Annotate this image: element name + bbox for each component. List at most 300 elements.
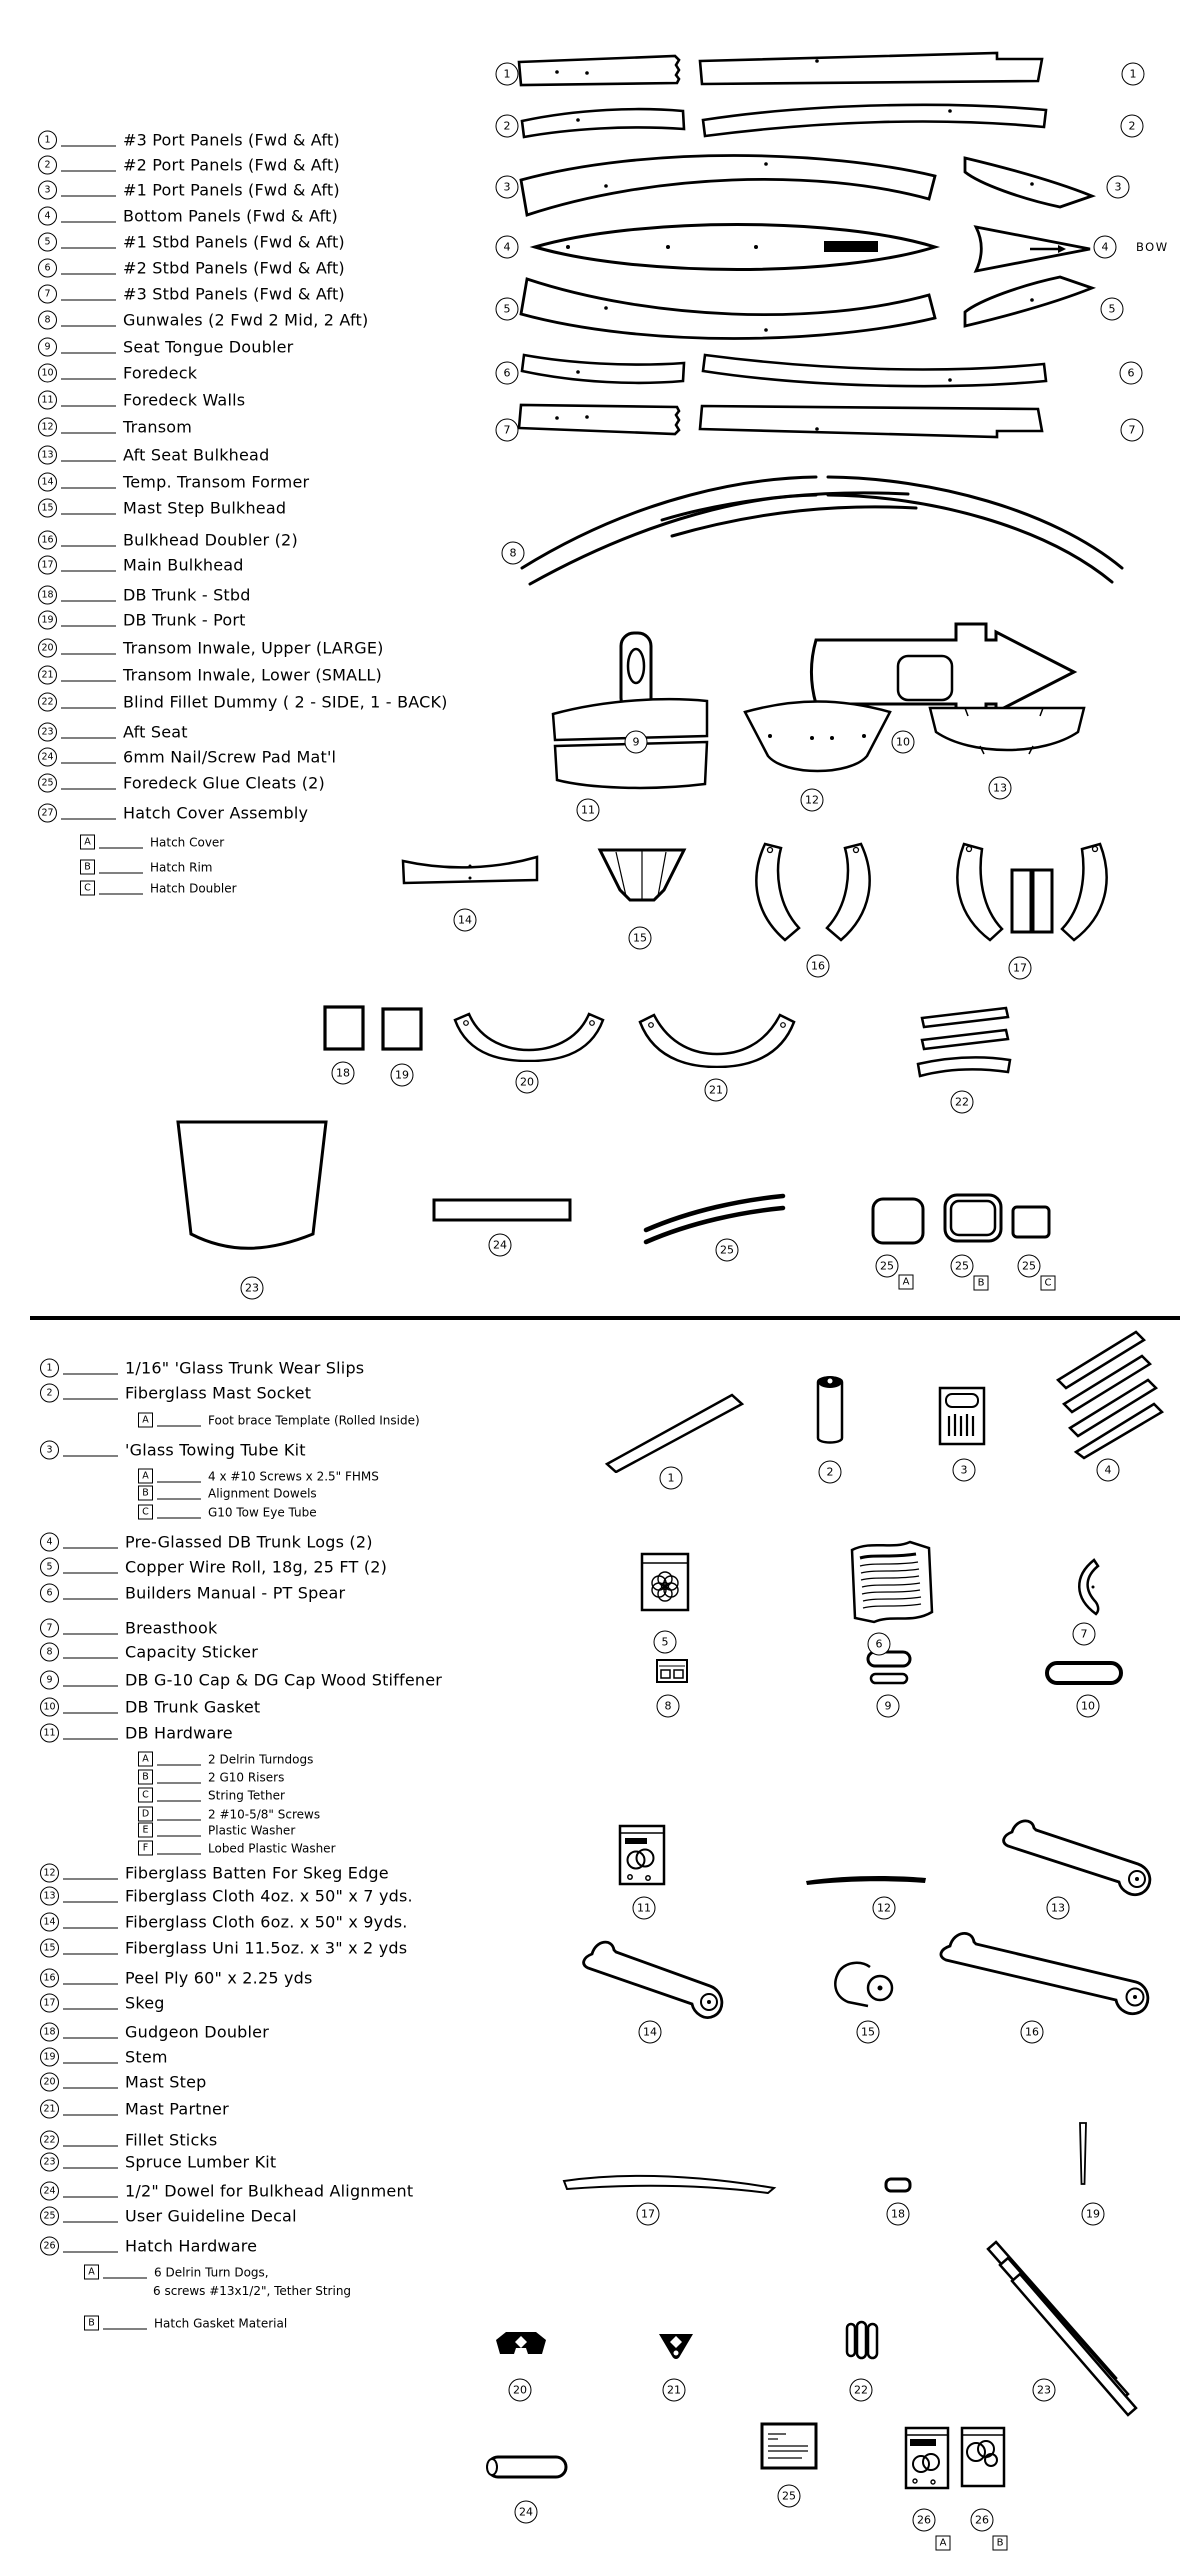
- top-list-item-13-label: Aft Seat Bulkhead: [123, 445, 270, 465]
- bottom-list-item-15: [40, 1939, 407, 1958]
- bottom-list-item-14: [40, 1913, 408, 1932]
- bottom-panel-aft-drawing: [528, 214, 942, 280]
- bottom-list-item-11-sub-B: [138, 1770, 284, 1785]
- bottom-list-item-26-sub-B-line: [103, 2328, 147, 2329]
- top-list-item-12: [38, 418, 192, 437]
- bottom-list-item-26-sub-A-label: 6 Delrin Turn Dogs,: [154, 2265, 269, 2279]
- bottom-list-item-18-badge: 18: [40, 2023, 59, 2042]
- fig-label-f11-circle: 11: [577, 799, 600, 822]
- top-list-item-2: [38, 156, 340, 175]
- bottom-list-item-3-sub-A-badge: A: [138, 1469, 153, 1484]
- top-list-item-10: [38, 364, 197, 383]
- bottom-list-item-13: [40, 1887, 413, 1906]
- bottom-list-item-11-sub-D-label: 2 #10-5/8" Screws: [208, 1807, 321, 1821]
- bottom-list-item-3-sub-C-line: [157, 1517, 201, 1518]
- fig-part-25B-letterbox: B: [974, 1276, 989, 1291]
- aft-seat-bulkhead-drawing: [925, 698, 1089, 766]
- mast-partner-drawing: [656, 2328, 696, 2364]
- bottom-list-item-2-badge: 2: [40, 1384, 59, 1403]
- stbd-panel-1-fwd-drawing: [962, 272, 1097, 334]
- top-list-item-15: [38, 499, 286, 518]
- fig-label-f23-circle: 23: [1033, 2379, 1056, 2402]
- bottom-list-item-11-sub-C-label: String Tether: [208, 1788, 285, 1802]
- transom-inwale-upper-drawing: [450, 1010, 608, 1062]
- bottom-list-item-3-sub-C: [138, 1505, 317, 1520]
- panel-row-4-circle-right: 4: [1094, 236, 1117, 259]
- panel-row-1-circle-left: 1: [496, 63, 519, 86]
- stbd-panel-2-aft-drawing: [518, 352, 688, 388]
- top-list-item-25-badge: 25: [38, 774, 57, 793]
- panel-row-7-circle-right: 7: [1121, 419, 1144, 442]
- user-guideline-decal-drawing: [760, 2422, 818, 2472]
- bottom-list-item-17-line: [63, 2008, 118, 2009]
- top-list-item-25: [38, 774, 325, 793]
- fig-label-f20-circle: 20: [516, 1071, 539, 1094]
- panel-row-1-circle-right: 1: [1122, 63, 1145, 86]
- top-list-item-15-label: Mast Step Bulkhead: [123, 498, 287, 518]
- bottom-list-item-4-line: [63, 1547, 118, 1548]
- bottom-list-item-7-label: Breasthook: [125, 1618, 218, 1638]
- top-list-item-10-line: [61, 378, 116, 379]
- bottom-list-item-15-label: Fiberglass Uni 11.5oz. x 3" x 2 yds: [125, 1938, 408, 1958]
- top-list-item-17-label: Main Bulkhead: [123, 555, 244, 575]
- bottom-list-item-11-sub-B-badge: B: [138, 1770, 153, 1785]
- bottom-list-item-11-sub-C-badge: C: [138, 1788, 153, 1803]
- top-list-item-12-badge: 12: [38, 418, 57, 437]
- bottom-list-item-11-sub-A-line: [157, 1764, 201, 1765]
- bottom-list-item-25-label: User Guideline Decal: [125, 2206, 297, 2226]
- bottom-list-item-10-badge: 10: [40, 1698, 59, 1717]
- port-panel-2-fwd-drawing: [700, 99, 1050, 141]
- top-list-item-24-label: 6mm Nail/Screw Pad Mat'l: [123, 747, 337, 767]
- top-list-item-6-badge: 6: [38, 259, 57, 278]
- top-list-item-5-label: #1 Stbd Panels (Fwd & Aft): [123, 232, 345, 252]
- bottom-list-item-8-line: [63, 1657, 118, 1658]
- panel-row-4-circle-left: 4: [496, 236, 519, 259]
- bottom-list-item-4-badge: 4: [40, 1533, 59, 1552]
- top-list-item-5-badge: 5: [38, 233, 57, 252]
- bottom-list-item-26-sub-A: [84, 2265, 269, 2280]
- bottom-panel-fwd-drawing: [972, 220, 1097, 278]
- copper-wire-roll-drawing: [640, 1546, 690, 1612]
- top-list-sub-A: [80, 835, 224, 850]
- top-list-item-23: [38, 723, 188, 742]
- top-list-item-20-badge: 20: [38, 639, 57, 658]
- bottom-list-item-11-sub-D-line: [157, 1819, 201, 1820]
- section-divider: [30, 1316, 1180, 1320]
- bottom-list-item-11-sub-B-label: 2 G10 Risers: [208, 1770, 285, 1784]
- top-list-item-11-badge: 11: [38, 391, 57, 410]
- fig-label-f12-circle: 12: [873, 1897, 896, 1920]
- db-cap-stiffener-drawing: [866, 1650, 912, 1686]
- panel-row-3-circle-left: 3: [496, 176, 519, 199]
- top-list-item-13-line: [61, 460, 116, 461]
- top-list-item-22-line: [61, 707, 116, 708]
- db-trunk-port-drawing: [380, 1006, 424, 1052]
- top-list-item-27-badge: 27: [38, 804, 57, 823]
- bottom-list-item-3-sub-A-line: [157, 1481, 201, 1482]
- top-list-item-1: [38, 131, 340, 150]
- panel-row-6-circle-right: 6: [1120, 362, 1143, 385]
- top-list-item-21: [38, 666, 382, 685]
- fig-label-f4-circle: 4: [1097, 1459, 1120, 1482]
- bottom-list-item-22-badge: 22: [40, 2131, 59, 2150]
- fig-label-f14-circle: 14: [454, 909, 477, 932]
- top-list-item-13: [38, 446, 269, 465]
- bottom-list-item-12-label: Fiberglass Batten For Skeg Edge: [125, 1863, 389, 1883]
- bottom-list-item-24-badge: 24: [40, 2182, 59, 2201]
- bottom-list-item-24-line: [63, 2196, 118, 2197]
- bottom-list-item-22-line: [63, 2145, 118, 2146]
- panel-row-6-circle-left: 6: [496, 362, 519, 385]
- top-list-item-15-badge: 15: [38, 499, 57, 518]
- bottom-list-item-3-sub-B-line: [157, 1498, 201, 1499]
- bottom-list-item-3-sub-B-label: Alignment Dowels: [208, 1486, 317, 1500]
- top-list-item-3-badge: 3: [38, 181, 57, 200]
- bottom-list-item-25-line: [63, 2221, 118, 2222]
- top-list-item-17-line: [61, 570, 116, 571]
- top-list-item-20-line: [61, 653, 116, 654]
- fig-label-f22-circle: 22: [850, 2379, 873, 2402]
- bottom-list-item-2-label: Fiberglass Mast Socket: [125, 1383, 312, 1403]
- bottom-list-item-10-line: [63, 1712, 118, 1713]
- bottom-list-item-4-label: Pre-Glassed DB Trunk Logs (2): [125, 1532, 373, 1552]
- top-list-item-3-label: #1 Port Panels (Fwd & Aft): [123, 180, 340, 200]
- bottom-list-item-16-label: Peel Ply 60" x 2.25 yds: [125, 1968, 313, 1988]
- temp-transom-former-drawing: [596, 846, 688, 912]
- top-list-item-9-badge: 9: [38, 338, 57, 357]
- top-list-item-23-badge: 23: [38, 723, 57, 742]
- bottom-list-item-11-line: [63, 1738, 118, 1739]
- bottom-list-item-6-badge: 6: [40, 1584, 59, 1603]
- bottom-list-item-20-label: Mast Step: [125, 2072, 207, 2092]
- fig-label-f23-circle: 23: [241, 1277, 264, 1300]
- top-list-item-1-badge: 1: [38, 131, 57, 150]
- stbd-panel-2-fwd-drawing: [700, 350, 1050, 392]
- top-list-item-8-badge: 8: [38, 311, 57, 330]
- bottom-list-item-3-sub-C-label: G10 Tow Eye Tube: [208, 1505, 317, 1519]
- bottom-list-item-13-line: [63, 1901, 118, 1902]
- top-list-item-23-line: [61, 737, 116, 738]
- bottom-list-item-10-label: DB Trunk Gasket: [125, 1697, 261, 1717]
- top-list-item-6-label: #2 Stbd Panels (Fwd & Aft): [123, 258, 345, 278]
- bottom-list-item-19-line: [63, 2062, 118, 2063]
- bottom-list-item-11-sub-E: [138, 1823, 295, 1838]
- fig-label-f8-circle: 8: [502, 542, 525, 565]
- top-list-sub-A-label: Hatch Cover: [150, 835, 225, 849]
- fillet-sticks-drawing: [844, 2318, 882, 2362]
- gudgeon-doubler-drawing: [884, 2176, 912, 2194]
- top-list-item-1-line: [61, 145, 116, 146]
- top-list-item-18-line: [61, 600, 116, 601]
- bottom-list-item-11-sub-A: [138, 1752, 313, 1767]
- top-list-item-17: [38, 556, 244, 575]
- top-list-item-2-badge: 2: [38, 156, 57, 175]
- hatch-hardware-bag-a-drawing: [904, 2420, 950, 2490]
- bottom-list-item-9-line: [63, 1685, 118, 1686]
- bottom-list-item-3-sub-A-label: 4 x #10 Screws x 2.5" FHMS: [208, 1469, 379, 1483]
- bottom-list-item-18: [40, 2023, 269, 2042]
- fig-label-f6-circle: 6: [868, 1633, 891, 1656]
- bottom-list-item-20: [40, 2073, 207, 2092]
- top-list-sub-C-badge: C: [80, 881, 95, 896]
- bottom-list-item-11-sub-D: [138, 1807, 320, 1822]
- bottom-list-item-6-label: Builders Manual - PT Spear: [125, 1583, 346, 1603]
- bottom-list-item-1: [40, 1359, 364, 1378]
- bottom-list-item-23: [40, 2153, 276, 2172]
- bottom-list-item-16-badge: 16: [40, 1969, 59, 1988]
- bottom-list-item-17-badge: 17: [40, 1994, 59, 2013]
- bottom-list-item-6: [40, 1584, 345, 1603]
- bottom-list-item-12: [40, 1864, 389, 1883]
- bottom-list-item-2: [40, 1384, 311, 1403]
- nail-screw-pad-drawing: [432, 1198, 572, 1222]
- top-list-item-6: [38, 259, 345, 278]
- fig-label-f13-circle: 13: [989, 777, 1012, 800]
- bottom-list-item-26-line: [63, 2251, 118, 2252]
- main-bulkhead-drawing: [948, 836, 1116, 948]
- top-list-item-24-line: [61, 762, 116, 763]
- bottom-list-item-8: [40, 1643, 258, 1662]
- bottom-list-item-19: [40, 2048, 168, 2067]
- bottom-list-item-2-sub-A: [138, 1413, 420, 1428]
- top-list-item-25-line: [61, 788, 116, 789]
- top-list-item-25-label: Foredeck Glue Cleats (2): [123, 773, 325, 793]
- fig-label-f8-circle: 8: [657, 1695, 680, 1718]
- top-list-item-6-line: [61, 273, 116, 274]
- top-list-item-11-label: Foredeck Walls: [123, 390, 246, 410]
- fig-label-f21-circle: 21: [663, 2379, 686, 2402]
- fig-label-f19-circle: 19: [1082, 2203, 1105, 2226]
- capacity-sticker-drawing: [655, 1658, 689, 1684]
- bottom-list-item-2-sub-A-badge: A: [138, 1413, 153, 1428]
- fig-part-25B-circle: 25: [951, 1255, 974, 1278]
- port-panel-1-aft-drawing: [516, 146, 940, 218]
- top-list-item-27: [38, 804, 308, 823]
- top-list-sub-A-line: [99, 847, 143, 848]
- bottom-list-item-11-sub-D-badge: D: [138, 1807, 153, 1822]
- bottom-list-item-2-line: [63, 1398, 118, 1399]
- top-list-item-7-label: #3 Stbd Panels (Fwd & Aft): [123, 284, 345, 304]
- stbd-panel-1-aft-drawing: [516, 276, 940, 348]
- top-list-sub-B: [80, 860, 212, 875]
- top-list-item-3-line: [61, 195, 116, 196]
- bottom-list-item-11-sub-F-badge: F: [138, 1841, 153, 1856]
- fiberglass-batten-drawing: [804, 1872, 929, 1886]
- top-list-item-21-line: [61, 680, 116, 681]
- bottom-list-item-8-label: Capacity Sticker: [125, 1642, 258, 1662]
- bottom-list-item-12-line: [63, 1878, 118, 1879]
- bottom-list-item-24-label: 1/2" Dowel for Bulkhead Alignment: [125, 2181, 414, 2201]
- bottom-list-item-26-sub-A-line: [103, 2277, 147, 2278]
- panel-row-2-circle-right: 2: [1121, 115, 1144, 138]
- top-list-item-20-label: Transom Inwale, Upper (LARGE): [123, 638, 384, 658]
- fig-label-f1-circle: 1: [660, 1467, 683, 1490]
- top-list-item-8-line: [61, 325, 116, 326]
- bottom-list-item-26-sub-A-badge: A: [84, 2265, 99, 2280]
- breasthook-drawing: [1066, 1556, 1102, 1618]
- bottom-list-item-22: [40, 2131, 217, 2150]
- top-list-item-13-badge: 13: [38, 446, 57, 465]
- stbd-panel-3-fwd-drawing: [697, 402, 1047, 442]
- top-list-item-1-label: #3 Port Panels (Fwd & Aft): [123, 130, 340, 150]
- bottom-list-item-17: [40, 1994, 165, 2013]
- bottom-list-item-3: [40, 1441, 306, 1460]
- top-list-item-16-label: Bulkhead Doubler (2): [123, 530, 298, 550]
- bottom-list-item-5-label: Copper Wire Roll, 18g, 25 FT (2): [125, 1557, 388, 1577]
- top-list-item-2-label: #2 Port Panels (Fwd & Aft): [123, 155, 340, 175]
- bottom-list-item-18-label: Gudgeon Doubler: [125, 2022, 269, 2042]
- fig-label-f19-circle: 19: [391, 1064, 414, 1087]
- top-list-item-12-line: [61, 432, 116, 433]
- db-trunk-gasket-drawing: [1044, 1660, 1124, 1686]
- fig-part-26A-circle: 26: [913, 2509, 936, 2532]
- fig-label-f15-circle: 15: [857, 2021, 880, 2044]
- top-list-item-7-badge: 7: [38, 285, 57, 304]
- bottom-list-item-2-sub-A-line: [157, 1425, 201, 1426]
- port-panel-3-fwd-drawing: [697, 48, 1047, 88]
- top-list-item-10-badge: 10: [38, 364, 57, 383]
- fig-label-f9-circle: 9: [625, 731, 648, 754]
- top-list-item-18-badge: 18: [38, 586, 57, 605]
- blind-fillet-dummy-drawing: [914, 1002, 1014, 1086]
- stem-drawing: [1076, 2120, 1090, 2192]
- bottom-list-item-11-sub-A-label: 2 Delrin Turndogs: [208, 1752, 314, 1766]
- port-panel-3-aft-drawing: [515, 52, 685, 90]
- bottom-list-item-14-badge: 14: [40, 1913, 59, 1932]
- top-list-item-16-line: [61, 545, 116, 546]
- bottom-list-item-1-label: 1/16" 'Glass Trunk Wear Slips: [125, 1358, 365, 1378]
- bottom-list-item-2-sub-A-label: Foot brace Template (Rolled Inside): [208, 1413, 420, 1427]
- fig-part-25A-letterbox: A: [899, 1275, 914, 1290]
- bottom-list-item-11-sub-F-label: Lobed Plastic Washer: [208, 1841, 336, 1855]
- top-list-item-4-label: Bottom Panels (Fwd & Aft): [123, 206, 338, 226]
- top-list-item-7-line: [61, 299, 116, 300]
- top-list-item-2-line: [61, 170, 116, 171]
- bottom-list-item-11-badge: 11: [40, 1724, 59, 1743]
- top-list-item-22-label: Blind Fillet Dummy ( 2 - SIDE, 1 - BACK): [123, 692, 448, 712]
- bottom-list-item-25: [40, 2207, 297, 2226]
- top-list-item-19-label: DB Trunk - Port: [123, 610, 246, 630]
- bottom-list-item-26-sub-B-label: Hatch Gasket Material: [154, 2316, 288, 2330]
- bottom-list-item-3-sub-B-badge: B: [138, 1486, 153, 1501]
- fig-label-f15-circle: 15: [629, 927, 652, 950]
- bottom-list-item-1-line: [63, 1373, 118, 1374]
- fig-label-f2-circle: 2: [819, 1461, 842, 1484]
- top-list-item-17-badge: 17: [38, 556, 57, 575]
- top-list-item-4-badge: 4: [38, 207, 57, 226]
- hatch-cover-drawing: [870, 1196, 926, 1246]
- hatch-hardware-bag-b-drawing: [960, 2420, 1006, 2488]
- hatch-rim-drawing: [942, 1192, 1004, 1244]
- fig-label-f25-circle: 25: [778, 2485, 801, 2508]
- top-list-item-4: [38, 207, 338, 226]
- fiberglass-cloth-6oz-roll-drawing: [576, 1936, 728, 2024]
- bottom-list-item-1-badge: 1: [40, 1359, 59, 1378]
- top-list-sub-A-badge: A: [80, 835, 95, 850]
- top-list-item-5-line: [61, 247, 116, 248]
- top-list-item-4-line: [61, 221, 116, 222]
- fig-label-f5-circle: 5: [654, 1631, 677, 1654]
- top-list-item-18: [38, 586, 251, 605]
- bottom-list-item-21-badge: 21: [40, 2100, 59, 2119]
- fig-label-f16-circle: 16: [807, 955, 830, 978]
- fig-label-f22-circle: 22: [951, 1091, 974, 1114]
- fiberglass-cloth-4oz-roll-drawing: [998, 1816, 1156, 1900]
- top-list-item-14: [38, 473, 309, 492]
- bottom-list-item-26: [40, 2237, 257, 2256]
- fig-label-f17-circle: 17: [637, 2203, 660, 2226]
- panel-row-7-circle-left: 7: [496, 419, 519, 442]
- bottom-list-item-17-label: Skeg: [125, 1993, 165, 2013]
- top-list-item-12-label: Transom: [123, 417, 193, 437]
- spruce-lumber-kit-drawing: [986, 2238, 1138, 2420]
- db-trunk-logs-drawing: [1052, 1330, 1164, 1460]
- top-list-sub-B-label: Hatch Rim: [150, 860, 213, 874]
- bottom-list-item-18-line: [63, 2037, 118, 2038]
- bottom-list-item-21-line: [63, 2114, 118, 2115]
- bottom-list-item-7-badge: 7: [40, 1619, 59, 1638]
- bottom-list-item-15-line: [63, 1953, 118, 1954]
- top-list-item-21-label: Transom Inwale, Lower (SMALL): [123, 665, 382, 685]
- fig-part-25A-circle: 25: [876, 1255, 899, 1278]
- bottom-list-item-3-label: 'Glass Towing Tube Kit: [125, 1440, 306, 1460]
- towing-tube-kit-drawing: [938, 1382, 986, 1446]
- mast-step-bulkhead-drawing: [400, 852, 540, 892]
- db-trunk-stbd-drawing: [322, 1004, 366, 1052]
- bottom-list-item-22-label: Fillet Sticks: [125, 2130, 218, 2150]
- bottom-list-item-3-sub-B: [138, 1486, 317, 1501]
- top-list-sub-C-line: [99, 893, 143, 894]
- top-list-item-19: [38, 611, 246, 630]
- bottom-list-item-16-line: [63, 1983, 118, 1984]
- top-list-item-24: [38, 748, 336, 767]
- top-list-item-16-badge: 16: [38, 531, 57, 550]
- bottom-list-item-21: [40, 2100, 229, 2119]
- bottom-list-item-5-line: [63, 1572, 118, 1573]
- top-list-item-7: [38, 285, 345, 304]
- top-list-sub-C-label: Hatch Doubler: [150, 881, 237, 895]
- top-list-item-15-line: [61, 513, 116, 514]
- top-list-item-19-badge: 19: [38, 611, 57, 630]
- fig-label-f10-circle: 10: [1077, 1695, 1100, 1718]
- port-panel-2-aft-drawing: [518, 104, 688, 140]
- fig-label-f25-circle: 25: [716, 1239, 739, 1262]
- bottom-list-item-23-line: [63, 2167, 118, 2168]
- bottom-list-item-11: [40, 1724, 233, 1743]
- bottom-list-item-26-sub-A-line2: 6 screws #13x1/2", Tether String: [153, 2284, 352, 2298]
- fiberglass-uni-roll-drawing: [828, 1958, 896, 2010]
- bottom-list-item-11-sub-E-badge: E: [138, 1823, 153, 1838]
- fig-label-f10-circle: 10: [892, 731, 915, 754]
- fig-label-f18-circle: 18: [887, 2203, 910, 2226]
- top-list-item-22-badge: 22: [38, 693, 57, 712]
- bottom-list-item-19-badge: 19: [40, 2048, 59, 2067]
- bottom-list-item-14-label: Fiberglass Cloth 6oz. x 50" x 9yds.: [125, 1912, 408, 1932]
- bottom-list-item-19-label: Stem: [125, 2047, 168, 2067]
- top-list-item-16: [38, 531, 298, 550]
- fig-label-f14-circle: 14: [639, 2021, 662, 2044]
- top-list-item-9: [38, 338, 293, 357]
- bottom-list-item-11-sub-E-label: Plastic Washer: [208, 1823, 296, 1837]
- bottom-list-item-11-sub-C-line: [157, 1800, 201, 1801]
- fig-part-26B-circle: 26: [971, 2509, 994, 2532]
- fig-label-f21-circle: 21: [705, 1079, 728, 1102]
- fig-label-f18-circle: 18: [332, 1062, 355, 1085]
- bottom-list-item-3-sub-A: [138, 1469, 379, 1484]
- bottom-list-item-25-badge: 25: [40, 2207, 59, 2226]
- builders-manual-drawing: [844, 1532, 934, 1632]
